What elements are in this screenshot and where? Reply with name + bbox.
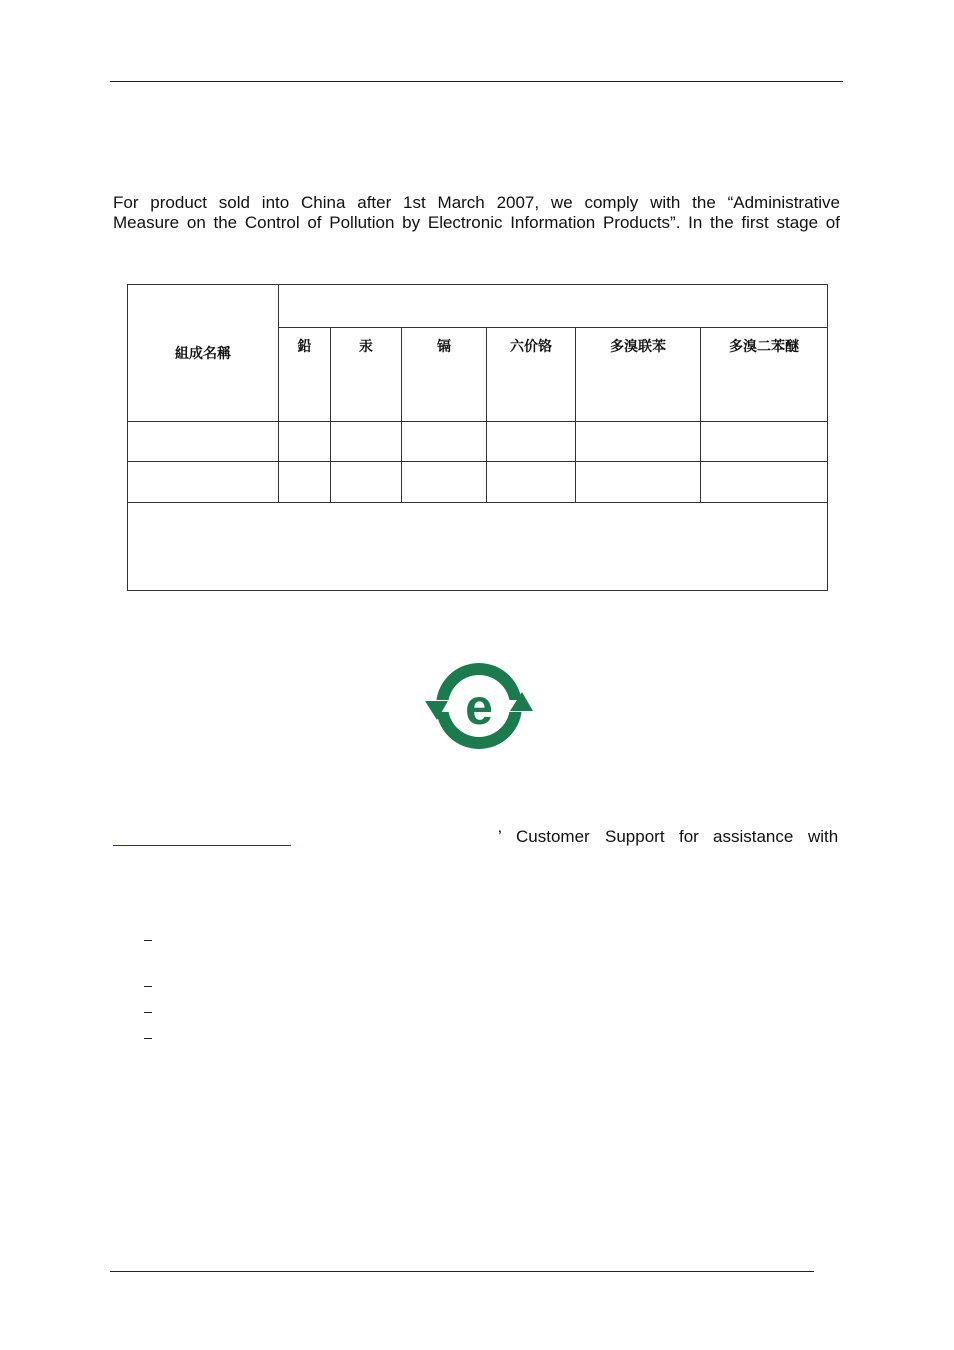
table-cell	[576, 462, 701, 503]
table-row	[128, 462, 828, 503]
list-bullet-dash	[144, 1012, 152, 1013]
support-word-assistance: assistance	[713, 827, 794, 846]
list-bullet-dash	[144, 986, 152, 987]
list-bullet-dash	[144, 1038, 152, 1039]
header-rule	[110, 81, 843, 82]
support-link-underline[interactable]	[113, 845, 291, 846]
table-cell	[487, 422, 576, 462]
table-row	[128, 422, 828, 462]
support-word-with: with	[808, 827, 839, 846]
intro-line-2: Measure on the Control of Pollution by Electronic Information Products”. In the first stage of	[113, 213, 840, 232]
table-cell	[487, 462, 576, 503]
table-cell	[128, 422, 279, 462]
table-cell	[701, 422, 828, 462]
substance-group-header	[279, 285, 828, 328]
substance-header-mercury: 汞	[331, 328, 402, 422]
intro-paragraph	[113, 193, 840, 233]
substance-header-cadmium: 镉	[402, 328, 487, 422]
support-word-support: Support	[605, 827, 665, 846]
support-word-customer: Customer	[516, 827, 590, 846]
table-cell	[402, 422, 487, 462]
substance-header-lead: 鉛	[279, 328, 331, 422]
table-cell	[331, 462, 402, 503]
part-name-header: 組成名稱	[128, 285, 279, 422]
table-cell	[279, 422, 331, 462]
table-cell	[331, 422, 402, 462]
substance-header-chromium: 六价铬	[487, 328, 576, 422]
table-notes-cell	[128, 503, 828, 591]
substance-header-pbb: 多溴联苯	[576, 328, 701, 422]
table-cell	[128, 462, 279, 503]
table-cell	[576, 422, 701, 462]
intro-line-1: For product sold into China after 1st March 2007, we comply with the “Administrative	[113, 193, 840, 212]
table-cell	[701, 462, 828, 503]
footer-rule	[110, 1271, 814, 1272]
list-bullet-dash	[144, 940, 152, 941]
table-notes-row	[128, 503, 828, 591]
substance-header-pbde: 多溴二苯醚	[701, 328, 828, 422]
epup-e-recycle-logo-icon	[421, 656, 537, 756]
table-cell	[402, 462, 487, 503]
logo-letter: e	[465, 679, 493, 735]
table-cell	[279, 462, 331, 503]
hazardous-substance-table	[127, 284, 828, 591]
support-word-for: for	[679, 827, 699, 846]
support-apostrophe: ’	[498, 827, 502, 846]
